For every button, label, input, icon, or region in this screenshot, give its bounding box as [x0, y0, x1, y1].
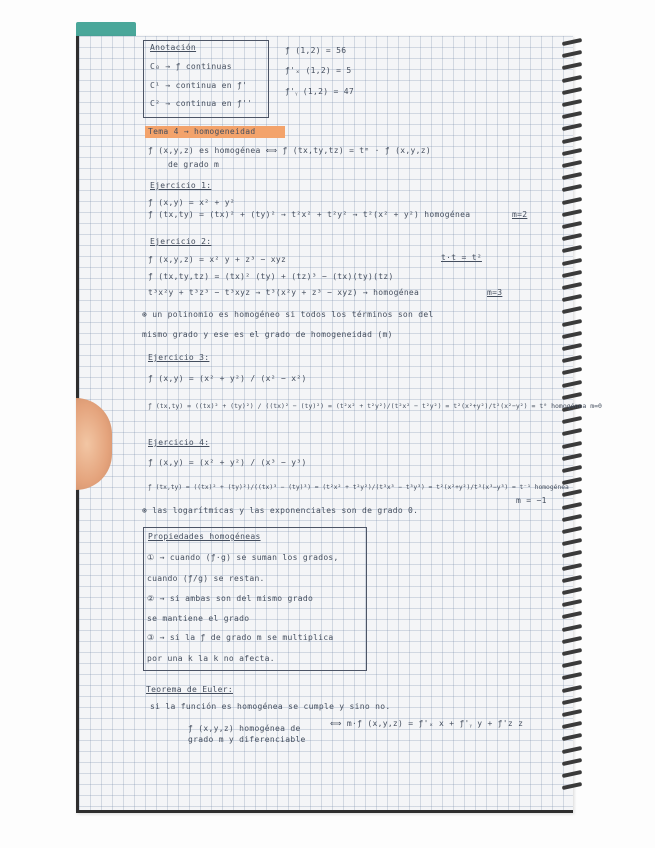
spiral-ring — [562, 624, 582, 632]
exercise-3-solution: ƒ (tx,ty) = ((tx)² + (ty)²) / ((tx)² − (ty)²) = (t²x² + t²y²)/(t²x² − t²y²) = t²(x²+y²)/t²(x²−y²) = t⁰ homogénea m=0 — [148, 402, 602, 410]
exercise-4-solution: ƒ (tx,ty) = ((tx)² + (ty)²)/((tx)³ − (ty)³) = (t²x² + t²y²)/(t³x³ − t³y³) = t²(x²+y²)/t³(x³−y³) = t⁻¹ homogénea — [148, 484, 569, 491]
spiral-ring — [562, 563, 582, 571]
spiral-ring — [562, 62, 582, 70]
spiral-ring — [562, 721, 582, 729]
euler-condition: grado m y diferenciable — [188, 735, 306, 744]
euler-condition: ƒ (x,y,z) homogénea de — [188, 724, 301, 733]
anotacion-line: C₀ → ƒ continuas — [150, 62, 232, 71]
exercise-2-note: t·t = t² — [441, 253, 482, 262]
partial-value: ƒ'ᵧ (1,2) = 47 — [285, 87, 354, 96]
spiral-ring — [562, 416, 582, 424]
euler-statement: si la función es homogénea se cumple y sino no. — [150, 702, 391, 711]
spiral-ring — [562, 636, 582, 644]
exercise-4-degree: m = −1 — [516, 496, 547, 505]
propiedades-title: Propiedades homogéneas — [148, 532, 261, 541]
euler-title: Teorema de Euler: — [146, 685, 233, 694]
spiral-ring — [562, 99, 582, 107]
spiral-ring — [562, 245, 582, 253]
exercise-2-function: ƒ (x,y,z) = x² y + z³ − xyz — [148, 255, 287, 264]
spiral-ring — [562, 258, 582, 266]
spiral-ring — [562, 465, 582, 473]
polynomial-note: ⊛ un polinomio es homogéneo si todos los términos son del — [142, 310, 434, 319]
spiral-ring — [562, 441, 582, 449]
spiral-ring — [562, 453, 582, 461]
exercise-4-title: Ejercicio 4: — [148, 438, 210, 447]
spiral-ring — [562, 50, 582, 58]
spiral-ring — [562, 136, 582, 144]
spiral-ring — [562, 538, 582, 546]
spiral-ring — [562, 87, 582, 95]
spiral-ring — [562, 380, 582, 388]
spiral-ring — [562, 709, 582, 717]
spiral-ring — [562, 733, 582, 741]
spiral-ring — [562, 550, 582, 558]
spiral-ring — [562, 587, 582, 595]
spiral-ring — [562, 38, 582, 46]
spiral-ring — [562, 575, 582, 583]
spiral-ring — [562, 197, 582, 205]
spiral-ring — [562, 514, 582, 522]
exercise-3-function: ƒ (x,y) = (x² + y²) / (x² − x²) — [148, 374, 307, 383]
spiral-ring — [562, 221, 582, 229]
euler-formula: ⟺ m·ƒ (x,y,z) = ƒ'ₓ x + ƒ'ᵧ y + ƒ'z z — [330, 719, 524, 728]
exercise-1-degree: m=2 — [512, 210, 528, 219]
property-line: ③ → si la ƒ de grado m se multiplica — [147, 633, 334, 642]
exercise-1-function: ƒ (x,y) = x² + y² — [148, 198, 235, 207]
partial-value: ƒ'ₓ (1,2) = 5 — [285, 66, 352, 75]
spiral-ring — [562, 294, 582, 302]
spiral-ring — [562, 148, 582, 156]
spiral-ring — [562, 343, 582, 351]
spiral-ring — [562, 367, 582, 375]
spiral-ring — [562, 172, 582, 180]
anotacion-line: C² → continua en ƒ'' — [150, 99, 253, 108]
anotacion-line: C¹ → continua en ƒ' — [150, 81, 248, 90]
spiral-ring — [562, 75, 582, 83]
homogeneity-definition: ƒ (x,y,z) es homogénea ⟺ ƒ (tx,ty,tz) = tᵐ · ƒ (x,y,z) — [148, 146, 431, 155]
spiral-ring — [562, 111, 582, 119]
spiral-ring — [562, 502, 582, 510]
exercise-2-title: Ejercicio 2: — [150, 237, 212, 246]
spiral-ring — [562, 685, 582, 693]
spiral-ring — [562, 648, 582, 656]
spiral-ring — [562, 526, 582, 534]
spiral-ring — [562, 270, 582, 278]
spiral-ring — [562, 282, 582, 290]
spiral-ring — [562, 770, 582, 778]
homogeneity-degree: de grado m — [168, 160, 220, 169]
spiral-binding — [562, 40, 586, 800]
spiral-ring — [562, 392, 582, 400]
spiral-ring — [562, 123, 582, 131]
anotacion-title: Anotación — [150, 43, 197, 52]
spiral-ring — [562, 672, 582, 680]
exercise-4-function: ƒ (x,y) = (x² + y²) / (x³ − y³) — [148, 458, 307, 467]
tema-title: Tema 4 → homogeneidad — [148, 127, 256, 136]
property-line: ② → si ambas son del mismo grado — [147, 594, 314, 603]
logarithmic-note: ⊛ las logarítmicas y las exponenciales son de grado 0. — [142, 506, 419, 515]
spiral-ring — [562, 160, 582, 168]
spiral-ring — [562, 428, 582, 436]
property-line: ① → cuando (ƒ·g) se suman los grados, — [147, 553, 339, 562]
exercise-1-solution: ƒ (tx,ty) = (tx)² + (ty)² → t²x² + t²y² → t²(x² + y²) homogénea — [148, 210, 471, 219]
exercise-1-title: Ejercicio 1: — [150, 181, 212, 190]
spiral-ring — [562, 599, 582, 607]
spiral-ring — [562, 746, 582, 754]
spiral-ring — [562, 306, 582, 314]
polynomial-note: mismo grado y ese es el grado de homogeneidad (m) — [142, 330, 393, 339]
partial-value: ƒ (1,2) = 56 — [285, 46, 347, 55]
spiral-ring — [562, 184, 582, 192]
spiral-ring — [562, 233, 582, 241]
spiral-ring — [562, 758, 582, 766]
spiral-ring — [562, 209, 582, 217]
exercise-2-degree: m=3 — [487, 288, 503, 297]
property-line: por una k la k no afecta. — [147, 654, 275, 663]
exercise-2-solution: t³x²y + t³z³ − t³xyz → t³(x²y + z³ − xyz) → homogénea — [148, 288, 420, 297]
spiral-ring — [562, 611, 582, 619]
spiral-ring — [562, 782, 582, 790]
spiral-ring — [562, 319, 582, 327]
spiral-ring — [562, 355, 582, 363]
spiral-ring — [562, 331, 582, 339]
property-line: cuando (ƒ/g) se restan. — [147, 574, 265, 583]
spiral-ring — [562, 697, 582, 705]
spiral-ring — [562, 660, 582, 668]
exercise-3-title: Ejercicio 3: — [148, 353, 210, 362]
exercise-2-expansion: ƒ (tx,ty,tz) = (tx)² (ty) + (tz)³ − (tx)(ty)(tz) — [148, 272, 394, 281]
property-line: se mantiene el grado — [147, 614, 250, 623]
